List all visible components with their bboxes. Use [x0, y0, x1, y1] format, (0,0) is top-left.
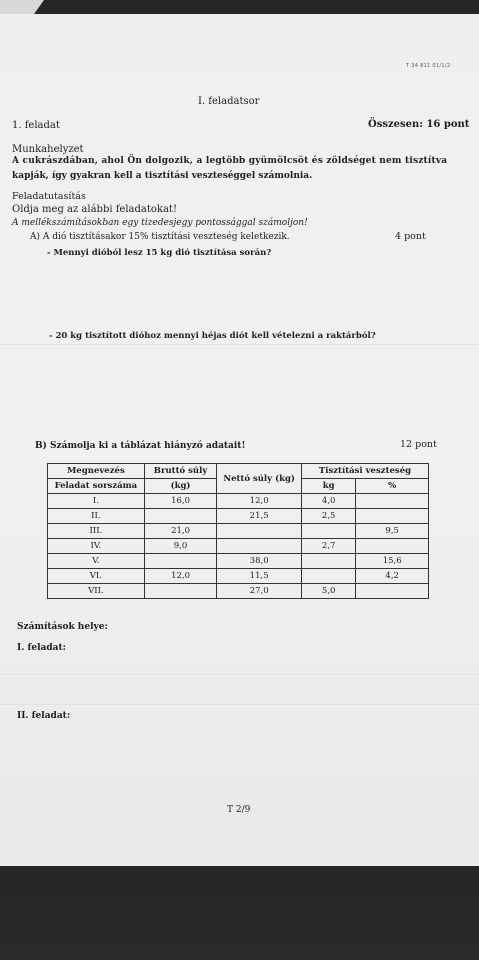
- cell-gross: 21,0: [144, 524, 217, 539]
- cell-loss-pct: [356, 539, 429, 554]
- header-gross-unit: (kg): [144, 479, 217, 494]
- task-title: 1. feladat: [12, 120, 60, 131]
- table-row: [48, 494, 429, 509]
- total-points: Összesen: 16 pont: [368, 119, 470, 130]
- cell-loss-kg: 2,7: [301, 539, 355, 554]
- header-loss: Tisztítási veszteség: [301, 464, 428, 479]
- cell-gross: [144, 584, 217, 599]
- cell-net: 12,0: [217, 494, 302, 509]
- cell-serial: I.: [48, 494, 145, 509]
- cell-serial: VII.: [48, 584, 145, 599]
- situation-text-line-2: kapják, így gyakran kell a tisztítási veszteséggel számolnia.: [12, 171, 313, 181]
- cell-net: [217, 524, 302, 539]
- table-row: [48, 584, 429, 599]
- cell-loss-pct: 15,6: [356, 554, 429, 569]
- cell-loss-pct: 9,5: [356, 524, 429, 539]
- cell-serial: IV.: [48, 539, 145, 554]
- cell-serial: III.: [48, 524, 145, 539]
- cell-loss-pct: [356, 494, 429, 509]
- cell-loss-pct: [356, 584, 429, 599]
- calculations-heading: Számítások helye:: [17, 622, 108, 632]
- table-row: [48, 554, 429, 569]
- question-a2: - 20 kg tisztított dióhoz mennyi héjas diót kell vételezni a raktárból?: [49, 331, 376, 341]
- instructions-heading: Feladatutasítás: [12, 191, 86, 202]
- cell-serial: V.: [48, 554, 145, 569]
- cell-serial: VI.: [48, 569, 145, 584]
- cell-net: [217, 539, 302, 554]
- table-row: [48, 524, 429, 539]
- question-a1: - Mennyi dióból lesz 15 kg dió tisztítása során?: [47, 248, 272, 258]
- header-name: Megnevezés: [48, 464, 145, 479]
- header-loss-kg: kg: [301, 479, 355, 494]
- part-b-points: 12 pont: [400, 439, 437, 450]
- header-loss-pct: %: [356, 479, 429, 494]
- faint-ruled-line: [0, 344, 479, 345]
- cell-loss-kg: 4,0: [301, 494, 355, 509]
- part-b-statement: B) Számolja ki a táblázat hiányzó adatait!: [35, 441, 246, 451]
- cell-loss-kg: [301, 554, 355, 569]
- cell-gross: 16,0: [144, 494, 217, 509]
- header-net: Nettó súly (kg): [217, 464, 302, 494]
- header-gross: Bruttó súly: [144, 464, 217, 479]
- cell-serial: II.: [48, 509, 145, 524]
- header-serial: Feladat sorszáma: [48, 479, 145, 494]
- cell-net: 21,5: [217, 509, 302, 524]
- table-row: [48, 509, 429, 524]
- situation-heading: Munkahelyzet: [12, 144, 84, 155]
- cell-gross: [144, 554, 217, 569]
- cell-loss-kg: [301, 524, 355, 539]
- faint-ruled-line: [0, 674, 479, 675]
- table-row: [48, 539, 429, 554]
- data-table: [47, 463, 429, 599]
- calculation-task-1-label: I. feladat:: [17, 643, 66, 653]
- instruction-line-1: Oldja meg az alábbi feladatokat!: [12, 204, 177, 215]
- cell-loss-pct: 4,2: [356, 569, 429, 584]
- document-code: T 34 811 01/1/2: [406, 63, 451, 69]
- part-a-points: 4 pont: [395, 231, 426, 242]
- table-header-row: [48, 464, 429, 479]
- cell-net: 38,0: [217, 554, 302, 569]
- cell-gross: 9,0: [144, 539, 217, 554]
- cell-loss-kg: 5,0: [301, 584, 355, 599]
- page-number: T 2/9: [227, 805, 251, 815]
- situation-text-line-1: A cukrászdában, ahol Ön dolgozik, a legtöbb gyümölcsöt és zöldséget nem tisztítva: [12, 156, 448, 166]
- cell-loss-kg: [301, 569, 355, 584]
- table-row: [48, 569, 429, 584]
- cell-net: 27,0: [217, 584, 302, 599]
- cell-net: 11,5: [217, 569, 302, 584]
- instruction-line-2: A mellékszámításokban egy tizedesjegy pontossággal számoljon!: [12, 218, 308, 228]
- part-a-statement: A) A dió tisztításakor 15% tisztítási veszteség keletkezik.: [30, 232, 290, 242]
- calculation-task-2-label: II. feladat:: [17, 711, 71, 721]
- cell-gross: [144, 509, 217, 524]
- task-set-title: I. feladatsor: [198, 96, 260, 107]
- cell-loss-kg: 2,5: [301, 509, 355, 524]
- cell-loss-pct: [356, 509, 429, 524]
- faint-ruled-line: [0, 704, 479, 705]
- cell-gross: 12,0: [144, 569, 217, 584]
